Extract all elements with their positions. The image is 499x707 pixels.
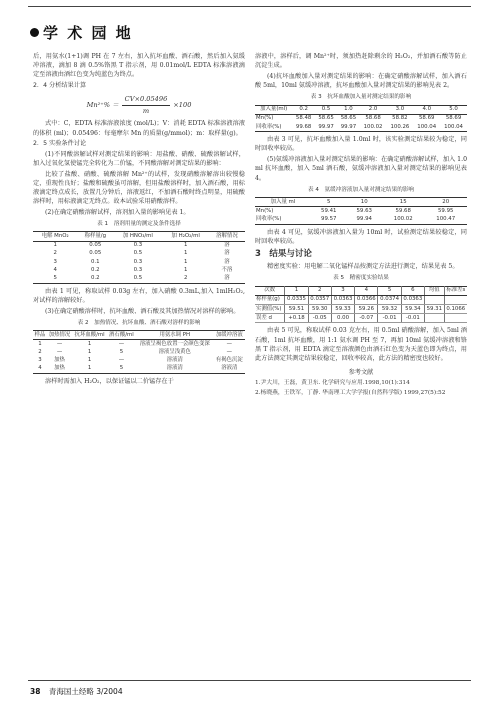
section-title: 学 术 园 地 [43,24,133,42]
column-header: 加 HNO₃/ml [113,232,162,241]
left-column [33,52,245,388]
cell: 加热 [47,365,72,374]
cell: 溶液清 [214,365,245,374]
table-caption: 表 3 抗坏血酸加入量对测定结果的影响 [310,94,412,101]
cell: 59.41 [321,207,337,214]
cell: 100.02 [360,123,387,132]
table-row [255,215,467,224]
cell: 1 [87,340,92,347]
column-header: 加缓冲溶液 [214,330,245,339]
cell: 100.04 [440,123,467,132]
column-header: 次数 [255,286,285,295]
cell: — [226,340,233,347]
column-header: 加热情况 [47,330,72,339]
cell [444,295,467,304]
cell: 1 [183,242,188,249]
table-2 [33,330,245,374]
cell: 59.30 [308,304,331,313]
cell: 58.68 [365,115,381,122]
column-header: 溶解情况 [209,232,245,241]
cell: 58.65 [340,115,357,122]
column-header: 1.0 [337,105,359,114]
subsection-heading: 2．5 实验条件讨论 [33,140,87,148]
top-rule [28,6,471,7]
cell: 0.00 [331,314,354,323]
cell: 有褐色沉淀 [215,357,243,364]
table-3 [255,105,467,133]
cell: 100.47 [424,215,467,224]
cell: -0.05 [308,314,331,323]
cell: 100.02 [382,215,424,224]
table-row [255,207,467,216]
cell: — [118,357,125,364]
cell: 0.1 [91,258,100,265]
cell: 0.2 [91,266,100,273]
table-caption: 表 4 氨缓冲溶液加入量对测定结果的影响 [307,186,415,193]
cell: 0.3 [133,242,143,249]
paragraph: (3)在确定硝酸溶样时，抗坏血酸、酒石酸及其加热情况对溶样的影响。 [45,307,240,315]
cell: 5 [119,348,124,355]
right-column [255,52,467,399]
column-header: 加 H₂O₂/ml [162,232,208,241]
column-header: 2 [308,286,331,295]
cell: 58.48 [295,115,312,122]
cell: 2 [53,250,57,257]
row-header: 误差 d [255,314,285,323]
paragraph: 由表 5 可见，称取试样 0.03 克左右，用 0.5ml 硝酸溶解，加入 5ml 酒石酸，1ml 抗坏血酸，用 1:1 氨水调 PH 至 7，再加 10ml 氨缓冲溶液和铬黑 T 指示剂，用 EDTA 滴定至溶液颜色由酒石红色变为天蓝色即为终点，用此方法测定其测定结果较稳定，回收率较高，此方法的精密度也较好。 [255,327,467,362]
cell: 59.68 [395,207,411,214]
column-header: 20 [424,197,467,206]
paragraph: 由表 4 可见，氨缓冲溶液加入量为 10ml 时，试验测定结果较稳定，同时回收率较高。 [255,228,467,245]
cell: 0.05 [89,242,102,249]
column-header: 电解 MnO₂ [33,232,77,241]
cell: 0.05 [89,250,102,257]
cell: 溶 [224,242,230,249]
cell: 58.82 [392,115,408,122]
cell: 58.69 [419,115,435,122]
column-header: 用氨水调 PH [136,330,214,339]
formula-lhs: Mn²⁺% ＝ [86,100,119,109]
column-header: 3 [331,286,354,295]
cell: 0.5 [113,274,162,283]
row-header: 回收率(%) [255,123,292,132]
table-4 [255,197,467,225]
paragraph: 由表 1 可见，称取试样 0.03g 左右，加入硝酸 0.3mL,加入 1mlH₂O₂,对试样的溶解较好。 [33,287,245,304]
paragraph: 溶液中，溶样后，调 Mn²⁺时，须加热赶除剩余的 H₂O₂，并加酒石酸等防止沉淀生成。 [255,53,467,70]
column-header: 称样量/g [77,232,113,241]
cell: 59.26 [355,304,378,313]
cell: -0.07 [355,314,378,323]
cell: 0.0335 [285,295,308,304]
formula-rhs: ×100 [173,100,192,109]
cell: 溶液呈浅黄色 [158,348,191,355]
cell: 5 [33,274,77,283]
cell: 加热 [54,357,65,364]
cell: 溶液清 [166,357,183,364]
table-row [33,266,245,274]
column-header: 2.0 [360,105,387,114]
cell: 0.0357 [308,295,331,304]
cell: — [118,340,125,347]
page-number: 38 [30,687,41,696]
cell: +0.18 [285,314,308,323]
row-header: 实测值(%) [255,304,285,313]
cell: 59.31 [425,304,445,313]
cell: 99.97 [337,123,359,132]
table-row [33,348,245,356]
subsection-heading: 2．4 分析结果计算 [33,82,87,90]
cell: 0.0374 [378,295,401,304]
cell: 1 [72,365,107,374]
paragraph: (4)抗坏血酸加入量对测定结果的影响：在确定硝酸溶解试样，加入酒石酸 5ml，10ml 氨缓冲溶液，抗坏血酸加入量对测定结果的影响见表 2。 [255,73,467,90]
cell: 2 [162,274,208,283]
column-header: 标准差s [444,286,467,295]
column-header: 均值 [425,286,445,295]
paragraph: (5)氨缓冲溶液加入量对测定结果的影响：在确定硝酸溶解试样，加入 1.0 ml 抗坏血酸，加入 5ml 酒石酸，氨缓冲溶液加入量对测定结果的影响见表 4。 [255,156,468,182]
cell: 4 [33,365,47,374]
paragraph: 精密度实验：用电解二氧化锰样品按测定方法进行测定，结果见表 5。 [267,263,459,271]
cell: 0.3 [133,258,143,265]
cell [425,295,445,304]
cell: — [56,348,63,355]
cell: 58.69 [445,115,462,122]
cell: 3 [38,357,42,364]
cell: 0.0363 [331,295,354,304]
paragraph: 后，用氨水(1+1)调 PH 在 7 左右，加入抗坏血酸、酒石酸，然后加入氨缓冲溶液，滴加 8 滴 0.5%铬黑 T 指示剂，用 0.01mol/L EDTA 标准溶液滴定至溶液由酒红色变为纯蓝色为终点。 [33,53,245,79]
reference-item: 1.尹大川，王磊，黄卫东. 化学研究与应用.1998,10(1):314 [255,380,410,387]
table-row [255,295,467,304]
cell: 溶 [209,274,245,283]
cell: 0.2 [77,274,113,283]
cell: 3 [53,258,57,265]
cell: 5 [107,365,136,374]
cell: 1 [38,340,42,347]
column-header: 6 [401,286,424,295]
cell: 1 [183,266,188,273]
row-header: 加入量 ml [255,197,311,206]
cell: 0.3 [133,266,143,273]
table-row [255,123,467,132]
journal-name: 青海国土经略 3/2004 [48,687,123,696]
formula-numerator: CV×0.05496 [122,95,171,106]
column-header: 5.0 [440,105,467,114]
cell: 59.34 [401,304,424,313]
column-header: 5 [378,286,401,295]
table-row [255,314,467,323]
column-header: 1 [285,286,308,295]
column-header: 0.2 [292,105,314,114]
paragraph: 式中：C，EDTA 标准溶液浓度 (mol/L)；V：消耗 EDTA 标准溶液溶液的体积 (ml)；0.05496：每毫摩尔 Mn 的质量(g/mmol)；m：取样量(g)。 [33,120,245,137]
table-row [33,274,245,283]
column-header: 4.0 [413,105,440,114]
table-row [33,250,245,258]
cell: 4 [53,266,57,273]
table-caption: 表 5 精密度实验结果 [333,275,389,282]
footer [30,686,123,697]
paragraph: 由表 3 可见，抗坏血酸加入量 1.0ml 时，该实验测定结果较为稳定，同时回收率较高。 [255,136,467,153]
references-title: 参考文献 [348,369,374,377]
paragraph: (2)在确定硝酸溶解试样，溶剂加入量的影响见表 1。 [45,209,190,217]
cell: 1 [87,348,92,355]
table-row [255,304,467,313]
cell: 58.65 [318,115,334,122]
formula [33,91,245,119]
formula-denominator: m [142,106,150,115]
column-header: 10 [346,197,381,206]
cell: 2 [38,348,42,355]
table-5 [255,286,467,324]
cell: 溶液清 [136,365,214,374]
cell: 59.63 [356,207,372,214]
row-header: Mn(%) [256,207,274,214]
column-header: 0.5 [315,105,337,114]
cell: 0.0363 [401,295,424,304]
table-caption: 表 1 溶剂用量的测定及条件选择 [97,221,181,228]
cell: -0.01 [378,314,401,323]
cell: 不溶 [221,266,233,273]
cell: 0.1066 [444,304,467,313]
bullet-icon [30,28,39,37]
section-heading: 3 结果与讨论 [255,248,312,259]
section-header [30,22,133,43]
formula-fraction [122,95,171,116]
cell: -0.01 [401,314,424,323]
cell: 100.26 [386,123,413,132]
cell: 99.97 [315,123,337,132]
cell: 溶 [224,250,230,257]
table-caption: 表 2 加热情况、抗坏血酸、酒石酸对溶样的影响 [77,319,201,326]
column-header: 4 [355,286,378,295]
column-header: 3.0 [386,105,413,114]
cell: 59.95 [438,207,454,214]
row-header: 加入量(ml) [255,105,292,114]
column-header: 酒石酸/ml [107,330,136,339]
cell: 1 [183,250,188,257]
cell: 99.57 [311,215,346,224]
cell: 1 [53,242,57,249]
column-header: 15 [382,197,424,206]
cell: — [226,348,233,355]
table-row [255,114,467,123]
table-row [33,340,245,349]
cell: 1 [87,357,92,364]
column-header: 5 [311,197,346,206]
cell: 99.68 [292,123,314,132]
table-1 [33,231,245,283]
paragraph: (1)不同酸溶解试样对测定结果的影响：用盐酸、硝酸、硫酸溶解试样，加入过氧化氢使锰完全转化为二价锰，不同酸溶解对测定结果的影响： [33,150,245,167]
cell: 59.33 [331,304,354,313]
cell [425,314,445,323]
row-header: Mn(%) [256,115,274,122]
cell: 99.94 [346,215,381,224]
cell [444,314,467,323]
cell: 1 [183,258,188,265]
cell: 0.5 [133,250,143,257]
row-header: 称样量(g) [255,295,285,304]
footer-rule [28,680,471,681]
cell: 59.51 [285,304,308,313]
row-header: 回收率(%) [255,215,311,224]
table-row [33,241,245,250]
cell: 溶液呈褐色放置一会颜色变深 [139,340,210,347]
cell: 溶 [224,258,230,265]
cell: 100.04 [413,123,440,132]
column-header: 抗坏血酸/ml [72,330,107,339]
cell: 0.0366 [355,295,378,304]
cell: — [56,340,63,347]
cell: 59.32 [378,304,401,313]
paragraph: 比较了盐酸、硝酸、硫酸溶解 Mn²⁺的试样，发现硝酸溶解溶出较慢稳定，重现性良好；盐酸和硫酸虽可溶解，但用盐酸溶样时，加入酒石酸，用标液滴定终点成长，放置几分钟后，溶液返红，不加酒石酸时终点明显，用硫酸溶样时，用标液滴定无终点。故本试验采用硝酸溶样。 [33,170,245,206]
paragraph: 溶样时需加入 H₂O₂，以保证锰以二价锰存在于 [45,377,174,385]
column-header: 样品 [33,330,47,339]
reference-item: 2.杨晓燕，王铁军，丁静. 华南理工大学学报(自然科学版) 1999,27(5):52 [255,389,446,396]
table-row [33,365,245,374]
table-row [33,357,245,365]
table-row [33,258,245,266]
